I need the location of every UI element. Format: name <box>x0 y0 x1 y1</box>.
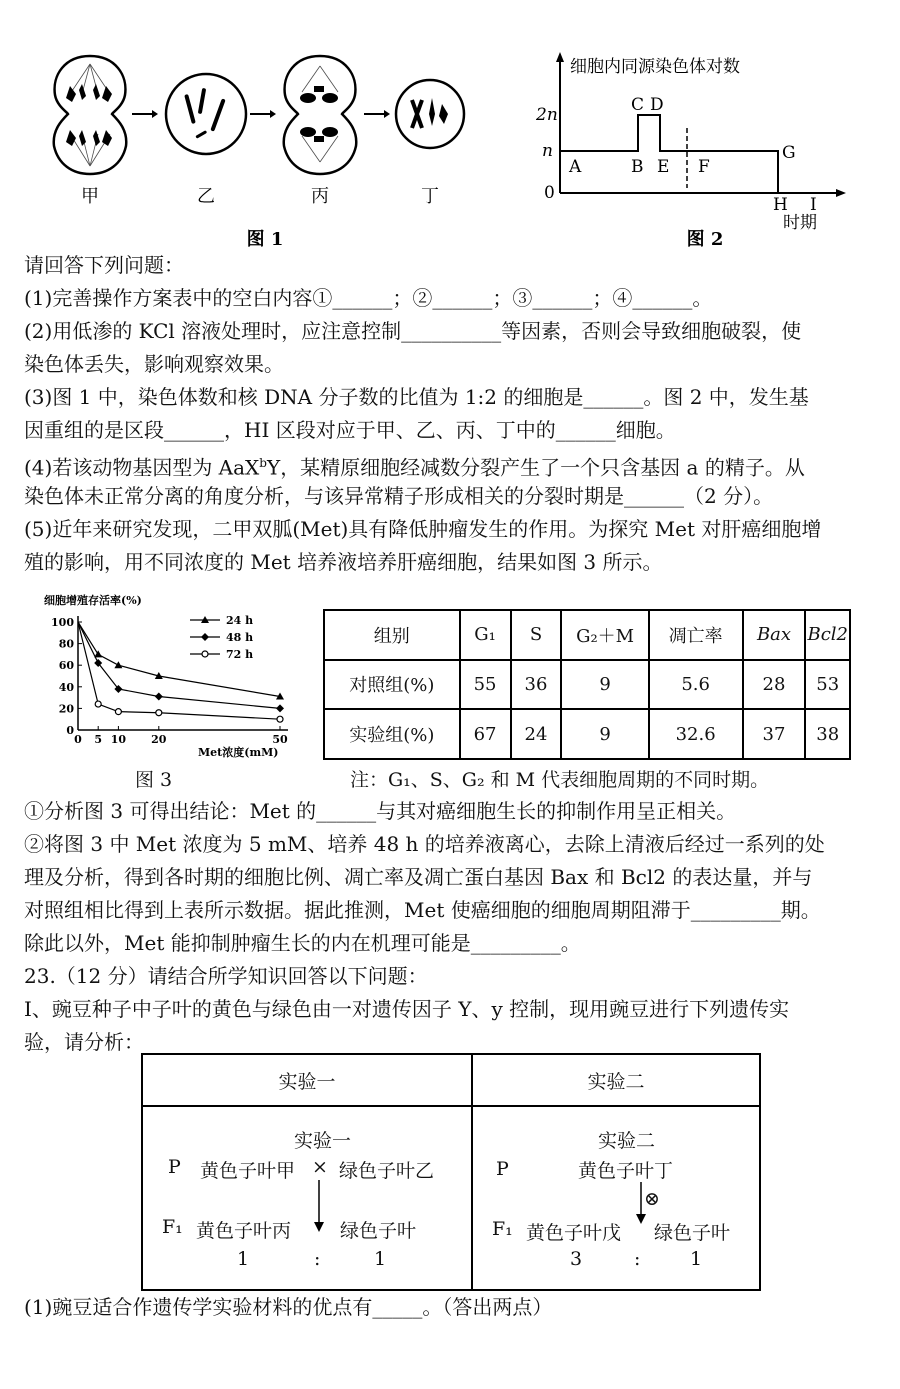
figure-3-chart <box>30 590 300 760</box>
header-cell: G₂＋M <box>561 610 648 660</box>
intro-text: 请回答下列问题： <box>24 253 184 277</box>
table-cell: 实验组(%) <box>324 709 460 759</box>
cell-yi <box>166 74 246 154</box>
sub-question-2-line-4: 除此以外，Met 能抑制肿瘤生长的内在机理可能是_________。 <box>24 931 581 955</box>
table-row <box>324 660 850 710</box>
exp1-ratio-left: 1 <box>237 1248 250 1270</box>
figure-1 <box>40 50 480 250</box>
fig2-ylabel: 细胞内同源染色体对数 <box>570 57 740 77</box>
exp1-p-label: P <box>168 1156 181 1178</box>
table-row <box>324 709 850 759</box>
question-2-line-1: (2)用低渗的 KCl 溶液处理时，应注意控制__________等因素，否则会导致细胞破裂，使 <box>24 319 802 343</box>
exp2-ratio-left: 3 <box>570 1248 583 1270</box>
table-cell: 37 <box>743 709 806 759</box>
fig2-step-line <box>560 115 778 193</box>
label-yi: 乙 <box>197 186 215 207</box>
seg-H: H <box>773 195 788 215</box>
question-2-line-2: 染色体丢失，影响观察效果。 <box>24 352 284 376</box>
y-tick-label: 60 <box>58 659 74 673</box>
x-tick-label: 50 <box>272 733 288 746</box>
seg-A: A <box>569 157 582 177</box>
exp2-ratio-colon: : <box>634 1248 641 1270</box>
experiment-table <box>141 1053 761 1291</box>
header-cell: S <box>511 610 562 660</box>
y-tick-n: n <box>542 141 553 161</box>
exp1-title: 实验一 <box>294 1130 352 1152</box>
chart-xlabel: Met浓度(mM) <box>198 746 279 759</box>
seg-E: E <box>657 157 670 177</box>
exp1-diagram-cell <box>142 1106 472 1290</box>
exp2-header: 实验二 <box>472 1054 760 1106</box>
sub-question-2-line-3: 对照组相比得到上表所示数据。据此推测，Met 使癌细胞的细胞周期阻滞于_________期。 <box>24 898 821 922</box>
seg-F: F <box>698 157 710 177</box>
exp2-p-label: P <box>496 1158 509 1180</box>
table-header-row <box>324 610 850 660</box>
exp2-parent: 黄色子叶丁 <box>578 1160 674 1182</box>
question-23: 23.（12 分）请结合所学知识回答以下问题： <box>24 964 428 988</box>
data-point <box>115 709 121 715</box>
x-tick-label: 10 <box>110 733 127 746</box>
seg-G: G <box>782 143 796 163</box>
table-cell: 36 <box>511 660 562 710</box>
seg-D: D <box>650 95 664 115</box>
table-cell: 24 <box>511 709 562 759</box>
fig2-caption: 图 2 <box>686 229 724 248</box>
table-note: 注：G₁、S、G₂ 和 M 代表细胞周期的不同时期。 <box>350 769 770 791</box>
data-point <box>276 704 284 712</box>
label-jia: 甲 <box>81 186 99 207</box>
legend-label: 48 h <box>226 631 254 644</box>
table-cell: 55 <box>460 660 511 710</box>
part-i-line-1: I、豌豆种子中子叶的黄色与绿色由一对遗传因子 Y、y 控制，现用豌豆进行下列遗传实 <box>24 997 790 1021</box>
seg-B: B <box>631 157 644 177</box>
exp1-f1-right: 绿色子叶 <box>340 1220 417 1242</box>
legend-marker <box>202 651 208 657</box>
y-tick-label: 0 <box>66 724 74 737</box>
x-tick-label: 0 <box>74 733 82 746</box>
header-cell: Bax <box>743 610 806 660</box>
question-3-line-2: 因重组的是区段______，HI 区段对应于甲、乙、丙、丁中的______细胞。 <box>24 418 676 442</box>
exp1-ratio-colon: : <box>314 1248 321 1270</box>
x-tick-label: 5 <box>94 733 103 746</box>
data-point <box>277 716 283 722</box>
y-tick-label: 100 <box>51 616 74 629</box>
question-5-line-1: (5)近年来研究发现，二甲双胍(Met)具有降低肿瘤发生的作用。为探究 Met 对肝癌细胞增 <box>24 517 822 541</box>
y-tick-0: 0 <box>544 183 555 203</box>
table-cell: 32.6 <box>649 709 743 759</box>
exp1-f1-left: 黄色子叶丙 <box>196 1220 292 1242</box>
data-point <box>156 710 162 716</box>
exp2-selfing: ⊗ <box>644 1188 660 1210</box>
header-cell: G₁ <box>460 610 511 660</box>
sub-question-1: ①分析图 3 可得出结论：Met 的______与其对癌细胞生长的抑制作用呈正相关。 <box>24 799 737 823</box>
legend-marker <box>201 633 209 641</box>
fig1-caption: 图 1 <box>246 229 284 250</box>
table-cell: 对照组(%) <box>324 660 460 710</box>
y-tick-label: 20 <box>58 702 74 716</box>
part-i-line-2: 验，请分析： <box>24 1030 144 1054</box>
exp2-f1-label: F₁ <box>492 1218 513 1240</box>
table-cell: 5.6 <box>649 660 743 710</box>
legend-label: 72 h <box>226 648 254 661</box>
last-question: (1)豌豆适合作遗传学实验材料的优点有_____。（答出两点） <box>24 1295 553 1319</box>
table-cell: 9 <box>561 709 648 759</box>
sub-question-2-line-2: 理及分析，得到各时期的细胞比例、凋亡率及凋亡蛋白基因 Bax 和 Bcl2 的表达量，并与 <box>24 865 813 889</box>
label-bing: 丙 <box>311 186 329 207</box>
figure-3-caption: 图 3 <box>135 769 173 791</box>
figure-2 <box>530 48 860 248</box>
exp2-f1-right: 绿色子叶 <box>654 1222 731 1244</box>
y-tick-2n: 2n <box>536 105 558 125</box>
label-ding: 丁 <box>421 186 439 207</box>
exp2-f1-left: 黄色子叶戊 <box>526 1222 622 1244</box>
exp1-parent-right: 绿色子叶乙 <box>339 1160 435 1182</box>
header-cell: 凋亡率 <box>649 610 743 660</box>
fig2-xlabel: 时期 <box>783 213 817 233</box>
exp2-ratio-right: 1 <box>690 1248 703 1270</box>
exp1-f1-label: F₁ <box>162 1216 183 1238</box>
exp2-diagram-cell <box>472 1106 760 1290</box>
question-3-line-1: (3)图 1 中，染色体数和核 DNA 分子数的比值为 1:2 的细胞是______。图 2 中，发生基 <box>24 385 809 409</box>
question-1: (1)完善操作方案表中的空白内容①______；②______；③______；④______。 <box>24 286 713 310</box>
cell-ding <box>396 80 464 148</box>
y-tick-label: 40 <box>58 680 74 694</box>
y-tick-label: 80 <box>58 637 74 651</box>
data-point <box>155 693 163 701</box>
seg-C: C <box>631 95 645 115</box>
data-point <box>95 701 101 707</box>
table-cell: 28 <box>743 660 806 710</box>
question-5-line-2: 殖的影响，用不同浓度的 Met 培养液培养肝癌细胞，结果如图 3 所示。 <box>24 550 663 574</box>
header-cell: 组别 <box>324 610 460 660</box>
cell-jia <box>54 56 127 174</box>
seg-I: I <box>810 195 817 215</box>
data-point <box>114 661 122 668</box>
table-cell: 9 <box>561 660 648 710</box>
exp2-title: 实验二 <box>598 1130 656 1152</box>
exp1-arrow <box>312 1180 326 1234</box>
sub-question-2-line-1: ②将图 3 中 Met 浓度为 5 mM、培养 48 h 的培养液离心，去除上清液后经过一系列的处 <box>24 832 825 856</box>
question-4-line-2: 染色体未正常分离的角度分析，与该异常精子形成相关的分裂时期是______（2 分）。 <box>24 484 774 508</box>
question-4-line-1: (4)若该动物基因型为 AaX$^b$Y，某精原细胞经减数分裂产生了一个只含基因 a 的精子。从 <box>24 455 805 480</box>
exp1-cross: × <box>312 1156 328 1178</box>
header-cell: Bcl2 <box>805 610 850 660</box>
exp1-ratio-right: 1 <box>374 1248 387 1270</box>
table-cell: 38 <box>805 709 850 759</box>
legend-label: 24 h <box>226 614 254 627</box>
x-tick-label: 20 <box>151 733 167 746</box>
chart-title: 细胞增殖存活率(%) <box>44 594 142 607</box>
exp1-header: 实验一 <box>142 1054 472 1106</box>
table-cell: 53 <box>805 660 850 710</box>
exp1-parent-left: 黄色子叶甲 <box>200 1160 296 1182</box>
results-table <box>323 609 851 760</box>
table-cell: 67 <box>460 709 511 759</box>
cell-bing <box>284 56 357 174</box>
